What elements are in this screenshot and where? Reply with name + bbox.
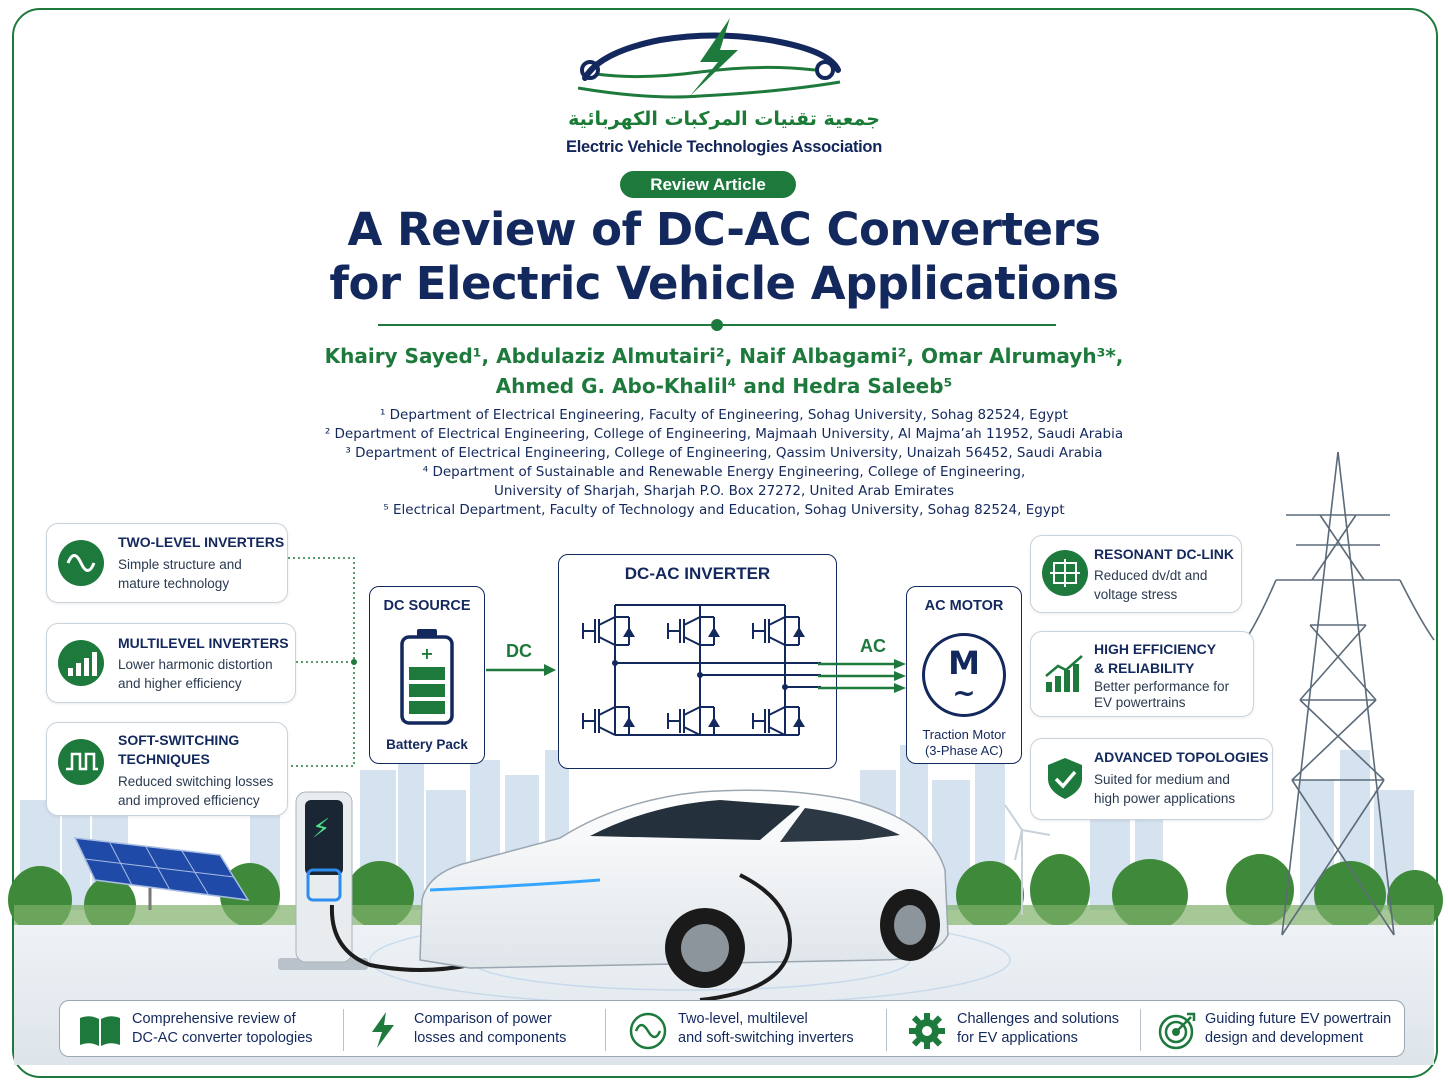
card-desc-line2: and improved efficiency <box>118 793 260 808</box>
gear-icon <box>907 1011 947 1051</box>
card-desc-line1: Reduced dv/dt and <box>1094 568 1208 583</box>
key-point-line1: Two-level, multilevel <box>678 1011 808 1027</box>
card-two-level-inverters <box>46 523 288 603</box>
card-desc-line2: high power applications <box>1094 791 1236 806</box>
motor-letter: M <box>948 644 980 682</box>
sine-circle-icon <box>628 1011 668 1051</box>
dc-source-box <box>369 586 485 764</box>
battery-icon <box>398 627 458 727</box>
card-title-line1: HIGH EFFICIENCY <box>1094 641 1217 657</box>
card-multilevel-inverters <box>46 623 296 703</box>
card-title-line2: & RELIABILITY <box>1094 660 1195 676</box>
affiliation-2: ² Department of Electrical Engineering, College of Engineering, Majmaah University, Al Majma’ah 11952, Saudi Arabia <box>324 426 1124 442</box>
card-desc-line2: and higher efficiency <box>118 676 242 691</box>
affiliation-4-cont: University of Sharjah, Sharjah P.O. Box 27272, United Arab Emirates <box>494 483 954 499</box>
association-arabic-name: جمعية تقنيات المركبات الكهربائية <box>568 108 880 130</box>
key-point-line1: Comprehensive review of <box>132 1011 296 1027</box>
svg-text:+: + <box>420 644 434 663</box>
affiliation-4: ⁴ Department of Sustainable and Renewable Energy Engineering, College of Engineering, <box>422 464 1026 480</box>
dc-ac-inverter-box <box>558 554 837 769</box>
key-point-1 <box>60 1001 342 1058</box>
authors-line1: Khairy Sayed¹, Abdulaziz Almutairi², Naif Albagami², Omar Alrumayh³*, <box>324 344 1124 368</box>
association-name: Electric Vehicle Technologies Association <box>566 138 882 156</box>
lightning-icon <box>368 1010 398 1050</box>
card-desc-line1: Better performance for <box>1094 679 1230 694</box>
square-wave-icon <box>58 739 104 785</box>
card-title: RESONANT DC-LINK <box>1094 546 1234 562</box>
book-icon <box>78 1012 122 1048</box>
shield-check-icon <box>1042 755 1088 801</box>
ac-label: AC <box>860 636 886 656</box>
card-desc-line2: voltage stress <box>1094 587 1178 602</box>
affiliation-1: ¹ Department of Electrical Engineering, Faculty of Engineering, Sohag University, Sohag 82524, Egypt <box>379 407 1069 423</box>
motor-label-line2: (3-Phase AC) <box>924 743 1004 758</box>
key-point-line2: DC-AC converter topologies <box>132 1030 313 1046</box>
battery-label: Battery Pack <box>386 737 468 752</box>
target-icon <box>1157 1011 1197 1051</box>
ac-motor-box <box>906 586 1022 764</box>
key-points-bar <box>59 1000 1405 1057</box>
authors-line2: Ahmed G. Abo-Khalil⁴ and Hedra Saleeb⁵ <box>495 374 953 398</box>
key-point-4 <box>887 1001 1139 1058</box>
paper-title-line1: A Review of DC-AC Converters <box>347 203 1101 256</box>
card-desc-line1: Reduced switching losses <box>118 774 274 789</box>
dc-source-title: DC SOURCE <box>383 598 471 614</box>
key-point-line2: for EV applications <box>957 1030 1078 1046</box>
key-point-line2: design and development <box>1205 1030 1364 1046</box>
dc-arrow <box>486 660 558 680</box>
key-point-line1: Challenges and solutions <box>957 1011 1120 1027</box>
card-desc-line2: mature technology <box>118 576 230 591</box>
affiliation-5: ⁵ Electrical Department, Faculty of Technology and Education, Sohag University, Sohag 82524, Egypt <box>383 502 1065 518</box>
key-point-line1: Guiding future EV powertrain <box>1205 1011 1392 1027</box>
dc-label: DC <box>506 641 532 661</box>
sine-wave-icon <box>58 540 104 586</box>
card-title-line1: SOFT-SWITCHING <box>118 732 240 748</box>
card-desc-line2: EV powertrains <box>1094 695 1186 710</box>
motor-label-line1: Traction Motor <box>922 727 1006 742</box>
bar-chart-icon <box>58 640 104 686</box>
card-advanced-topologies <box>1030 738 1273 820</box>
card-title-line2: TECHNIQUES <box>118 751 210 767</box>
card-title: ADVANCED TOPOLOGIES <box>1094 749 1269 765</box>
card-desc-line1: Suited for medium and <box>1094 772 1230 787</box>
charger-lightning-icon: ⚡ <box>312 814 331 844</box>
key-point-line2: and soft-switching inverters <box>678 1030 854 1046</box>
key-point-3 <box>606 1001 886 1058</box>
key-point-5 <box>1141 1001 1403 1058</box>
article-type-badge: Review Article <box>620 171 796 198</box>
paper-title-line2: for Electric Vehicle Applications <box>329 257 1119 310</box>
motor-symbol-icon <box>922 633 1006 717</box>
card-title: MULTILEVEL INVERTERS <box>118 635 289 651</box>
circuit-icon <box>1042 550 1088 596</box>
card-soft-switching <box>46 722 288 816</box>
inverter-title: DC-AC INVERTER <box>624 564 771 583</box>
key-point-line2: losses and components <box>414 1030 567 1046</box>
motor-tilde: ~ <box>952 676 976 709</box>
ac-arrows <box>818 652 908 702</box>
card-high-efficiency <box>1030 631 1254 717</box>
motor-title: AC MOTOR <box>924 598 1004 614</box>
card-resonant-dc-link <box>1030 535 1242 613</box>
inverter-bridge-schematic <box>559 555 838 770</box>
key-point-2 <box>344 1001 604 1058</box>
affiliation-3: ³ Department of Electrical Engineering, College of Engineering, Qassim University, Unaizah 56452, Saudi Arabia <box>345 445 1103 461</box>
card-desc-line1: Lower harmonic distortion <box>118 657 273 672</box>
key-point-line1: Comparison of power <box>414 1011 552 1027</box>
card-desc-line1: Simple structure and <box>118 557 242 572</box>
growth-chart-icon <box>1042 652 1088 698</box>
card-title: TWO-LEVEL INVERTERS <box>118 534 285 550</box>
